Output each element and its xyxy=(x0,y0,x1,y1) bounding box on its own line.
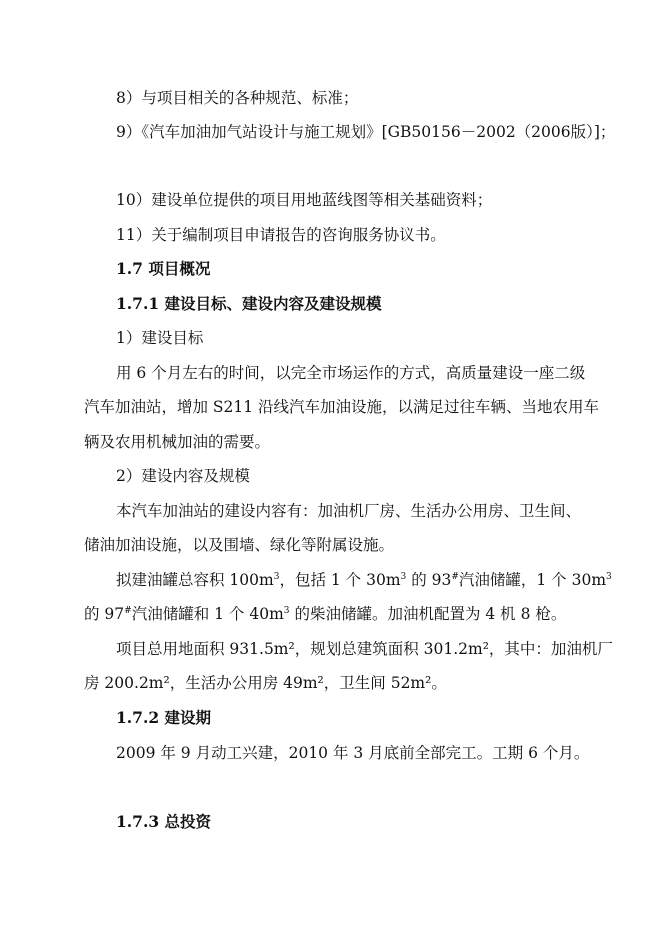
content-paragraph-line-1: 本汽车加油站的建设内容有：加油机厂房、生活办公用房、卫生间、 xyxy=(116,502,582,520)
tank-text: 汽油储罐，1 个 30m xyxy=(458,571,607,589)
content-paragraph-line-2: 储油加油设施，以及围墙、绿化等附属设施。 xyxy=(84,536,395,554)
superscript: 3 xyxy=(283,605,290,616)
subsection-heading-1-7-2: 1.7.2 建设期 xyxy=(116,708,212,727)
reference-item-10: 10）建设单位提供的项目用地蓝线图等相关基础资料； xyxy=(116,191,493,209)
subsection-heading-1-7-1: 1.7.1 建设目标、建设内容及建设规模 xyxy=(116,294,382,313)
tank-text: 汽油储罐和 1 个 40m xyxy=(131,605,284,623)
section-heading-1-7: 1.7 项目概况 xyxy=(116,259,211,278)
superscript: 3 xyxy=(606,571,612,582)
superscript: # xyxy=(124,605,132,616)
construction-period-text: 2009 年 9 月动工兴建，2010 年 3 月底前全部完工。工期 6 个月。 xyxy=(116,744,590,762)
goal-paragraph-line-3: 辆及农用机械加油的需要。 xyxy=(84,433,271,451)
tank-text: ，包括 1 个 30m xyxy=(279,571,401,589)
content-label: 2）建设内容及规模 xyxy=(116,467,250,485)
tank-text: 的 93 xyxy=(406,571,452,589)
area-paragraph-line-2: 房 200.2m²，生活办公用房 49m²，卫生间 52m²。 xyxy=(84,674,447,692)
reference-item-8: 8）与项目相关的各种规范、标准； xyxy=(116,89,359,107)
reference-item-9: 9）《汽车加油加气站设计与施工规划》[GB50156－2002（2006版）]； xyxy=(116,123,616,141)
area-paragraph-line-1: 项目总用地面积 931.5m²，规划总建筑面积 301.2m²，其中：加油机厂 xyxy=(116,640,613,658)
tank-paragraph-line-2 xyxy=(84,604,566,624)
tank-text: 的柴油储罐。加油机配置为 4 机 8 枪。 xyxy=(289,605,567,623)
reference-item-11: 11）关于编制项目申请报告的咨询服务协议书。 xyxy=(116,226,446,244)
superscript: # xyxy=(451,571,459,582)
tank-text: 拟建油罐总容积 100m xyxy=(116,571,274,589)
goal-label: 1）建设目标 xyxy=(116,329,204,347)
tank-text: 的 97 xyxy=(84,605,125,623)
tank-paragraph-line-1 xyxy=(116,570,612,590)
superscript: 3 xyxy=(400,571,407,582)
superscript: 3 xyxy=(273,571,280,582)
goal-paragraph-line-2: 汽车加油站，增加 S211 沿线汽车加油设施，以满足过往车辆、当地农用车 xyxy=(84,398,600,416)
goal-paragraph-line-1: 用 6 个月左右的时间，以完全市场运作的方式，高质量建设一座二级 xyxy=(116,364,586,382)
subsection-heading-1-7-3: 1.7.3 总投资 xyxy=(116,812,212,831)
